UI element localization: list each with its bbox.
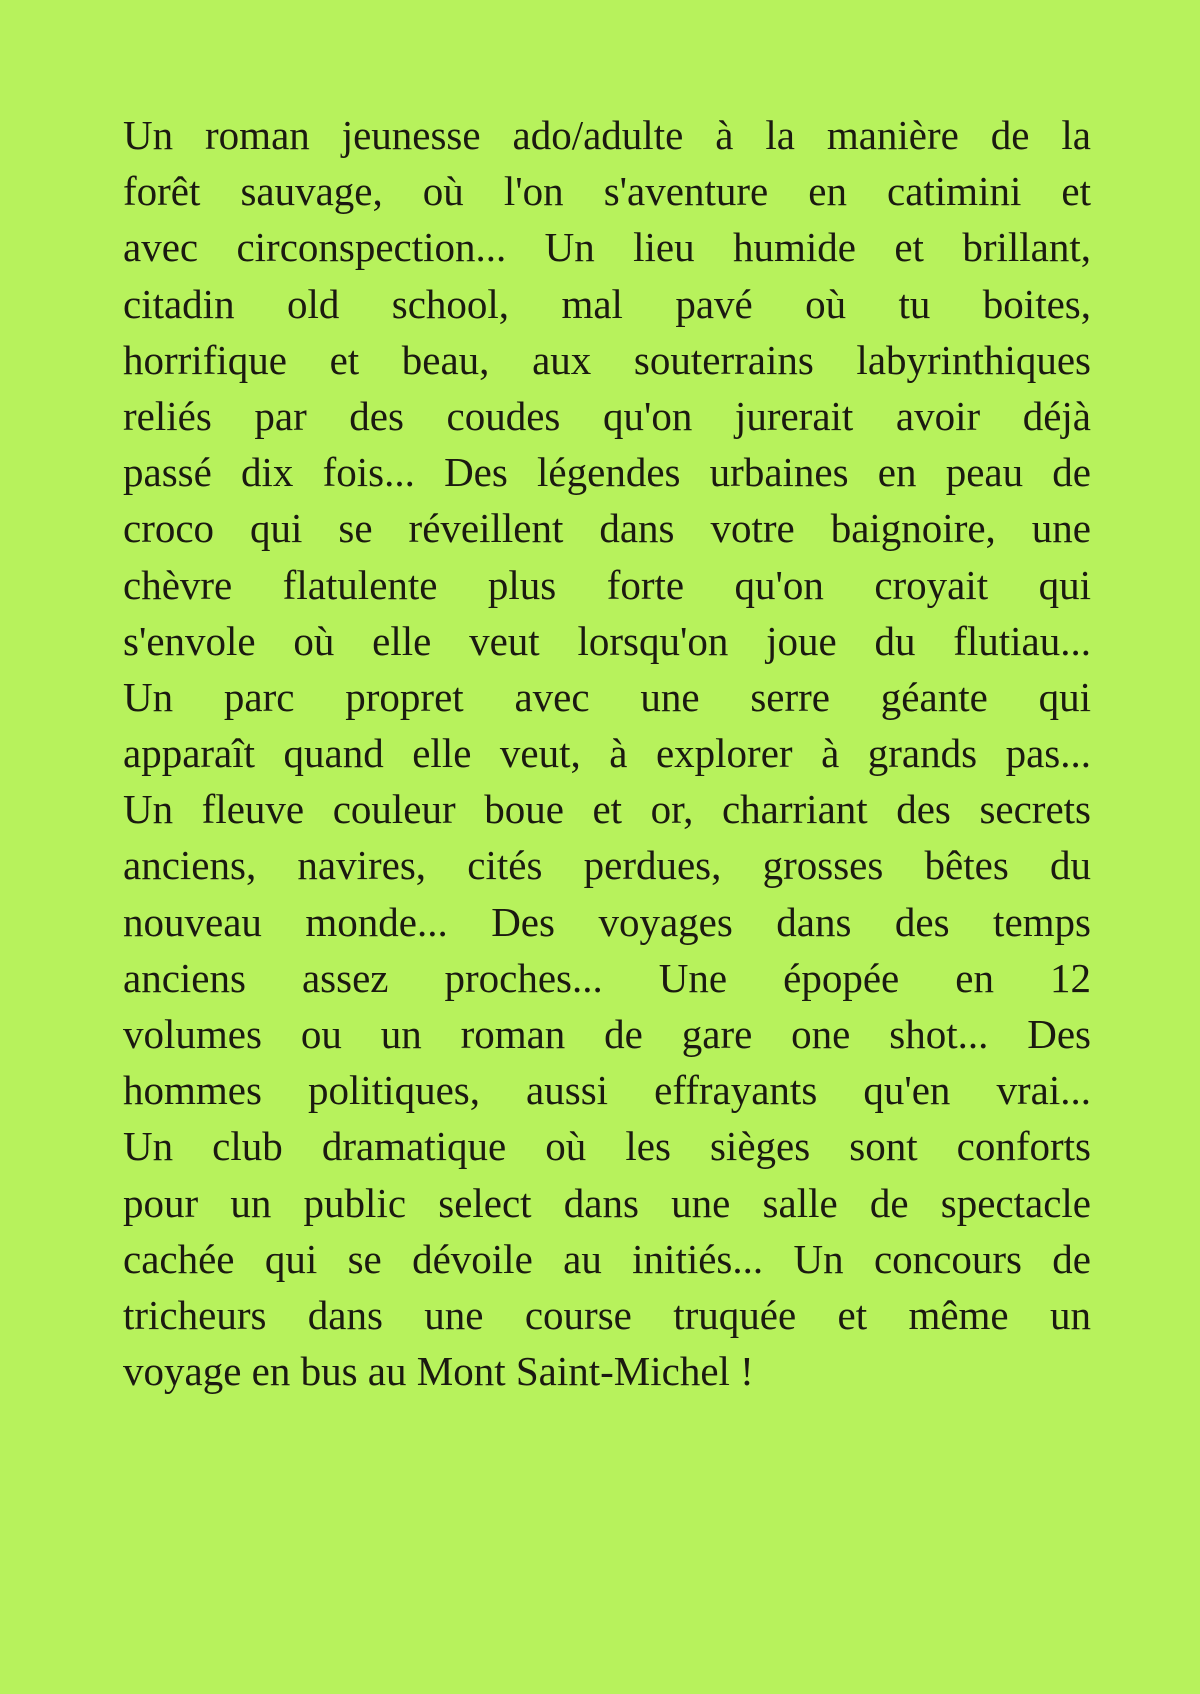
blurb-line: Un club dramatique où les sièges sont conforts <box>123 1123 1091 1170</box>
blurb-line: anciens, navires, cités perdues, grosses bêtes du <box>123 842 1091 889</box>
blurb-line: cachée qui se dévoile au initiés... Un concours de <box>123 1235 1091 1282</box>
blurb-line: citadin old school, mal pavé où tu boites, <box>123 280 1091 327</box>
blurb-line: passé dix fois... Des légendes urbaines en peau de <box>123 449 1091 496</box>
blurb-line: apparaît quand elle veut, à explorer à grands pas... <box>123 730 1091 777</box>
blurb-line: horrifique et beau, aux souterrains labyrinthiques <box>123 336 1091 383</box>
blurb-line: avec circonspection... Un lieu humide et brillant, <box>123 224 1091 271</box>
blurb-line: Un roman jeunesse ado/adulte à la manière de la <box>123 112 1091 158</box>
blurb-line: volumes ou un roman de gare one shot... Des <box>123 1011 1091 1057</box>
blurb-text <box>123 107 1091 1399</box>
blurb-line: hommes politiques, aussi effrayants qu'en vrai... <box>123 1067 1091 1114</box>
blurb-line: croco qui se réveillent dans votre baignoire, une <box>123 505 1091 552</box>
blurb-line: s'envole où elle veut lorsqu'on joue du flutiau... <box>123 617 1091 664</box>
blurb-line: forêt sauvage, où l'on s'aventure en catimini et <box>123 168 1091 215</box>
blurb-line: voyage en bus au Mont Saint-Michel ! <box>123 1348 754 1395</box>
blurb-line: tricheurs dans une course truquée et même un <box>123 1291 1091 1338</box>
blurb-line: pour un public select dans une salle de spectacle <box>123 1179 1091 1226</box>
blurb-line: Un parc propret avec une serre géante qui <box>123 673 1091 720</box>
blurb-line: reliés par des coudes qu'on jurerait avoir déjà <box>123 392 1091 439</box>
blurb-line: chèvre flatulente plus forte qu'on croyait qui <box>123 561 1091 608</box>
blurb-line: nouveau monde... Des voyages dans des temps <box>123 898 1091 945</box>
blurb-line: anciens assez proches... Une épopée en 12 <box>123 954 1091 1001</box>
blurb-line: Un fleuve couleur boue et or, charriant des secrets <box>123 786 1091 833</box>
